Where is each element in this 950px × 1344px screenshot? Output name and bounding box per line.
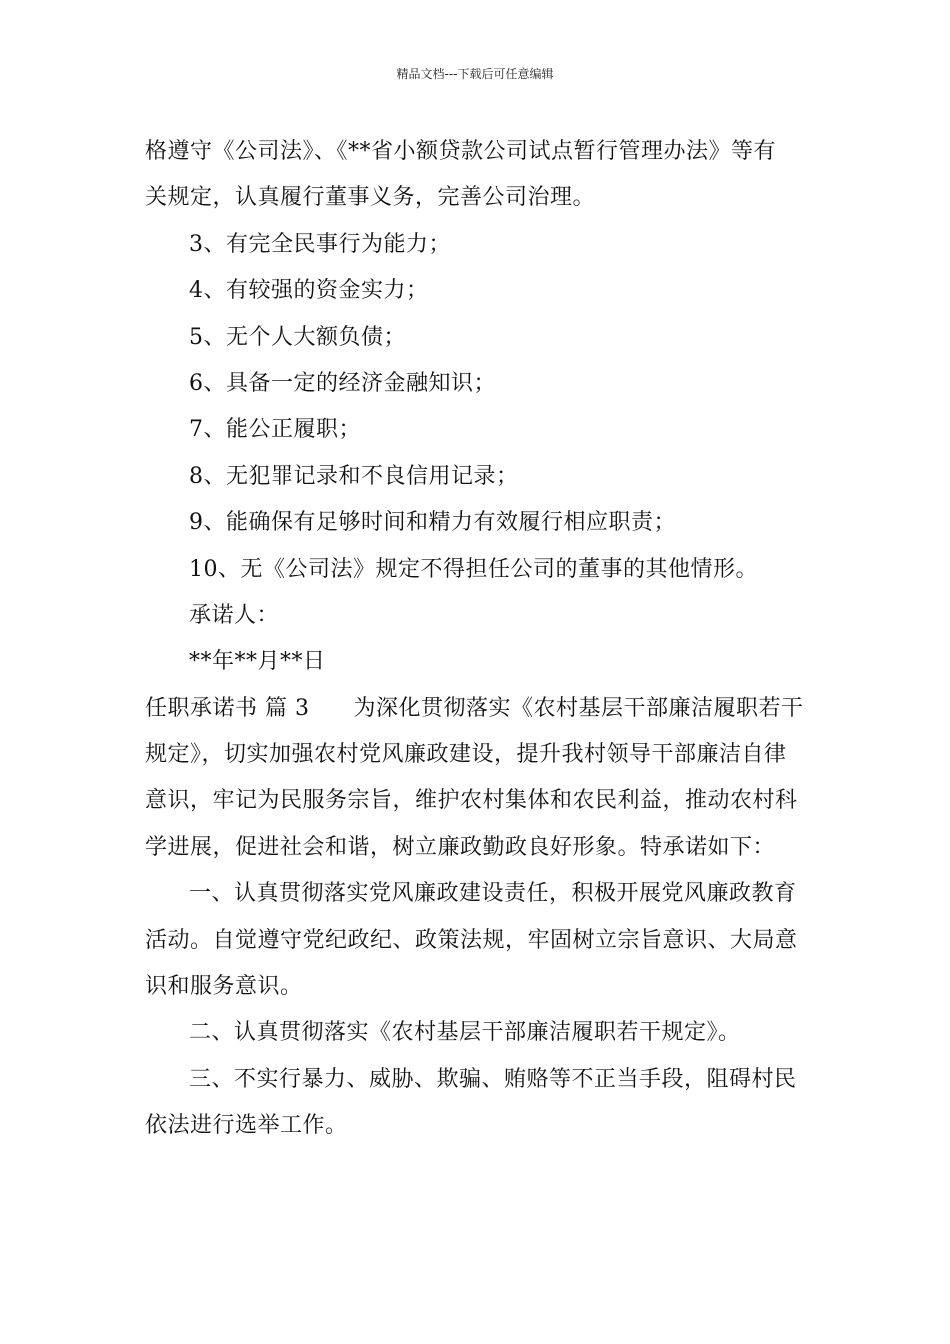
list-item: 6、具备一定的经济金融知识；: [189, 370, 496, 396]
paragraph-line: 识和服务意识。: [145, 974, 303, 1000]
paragraph-line: 格遵守《公司法》、《**省小额贷款公司试点暂行管理办法》等有: [145, 139, 777, 164]
section-heading-line: [145, 686, 810, 732]
paragraph-line: 依法进行选举工作。: [145, 1113, 348, 1139]
signature-date: **年**月**日: [189, 649, 326, 675]
section-intro: 为深化贯彻落实《农村基层干部廉洁履职若干: [353, 695, 804, 721]
document-body: [145, 129, 810, 1150]
paragraph-line: 活动。自觉遵守党纪政纪、政策法规，牢固树立宗旨意识、大局意: [145, 927, 798, 953]
paragraph-line: 学进展，促进社会和谐，树立廉政勤政良好形象。特承诺如下：: [145, 834, 776, 860]
list-item: 8、无犯罪记录和不良信用记录；: [189, 463, 519, 489]
paragraph-line: 一、认真贯彻落实党风廉政建设责任，积极开展党风廉政教育: [189, 881, 797, 907]
list-item: 5、无个人大额负债；: [189, 324, 406, 350]
paragraph-line: 二、认真贯彻落实《农村基层干部廉洁履职若干规定》。: [189, 1020, 741, 1046]
signatory-label: 承诺人：: [189, 602, 280, 628]
paragraph-line: 三、不实行暴力、威胁、欺骗、贿赂等不正当手段，阻碍村民: [189, 1066, 797, 1092]
paragraph-line: 关规定，认真履行董事义务，完善公司治理。: [145, 185, 596, 211]
list-item: 7、能公正履职；: [189, 417, 361, 443]
paragraph-line: 规定》，切实加强农村党风廉政建设，提升我村领导干部廉洁自律: [145, 742, 787, 768]
paragraph-line: 意识，牢记为民服务宗旨，维护农村集体和农民利益，推动农村科: [145, 788, 798, 814]
list-item: 3、有完全民事行为能力；: [189, 231, 451, 257]
page-header: 精品文档---下载后可任意编辑: [396, 67, 554, 81]
list-item: 9、能确保有足够时间和精力有效履行相应职责；: [189, 510, 676, 536]
section-heading: 任职承诺书 篇 3: [145, 695, 310, 721]
list-item: 4、有较强的资金实力；: [189, 278, 429, 304]
list-item: 10、无《公司法》规定不得担任公司的董事的其他情形。: [189, 556, 758, 582]
